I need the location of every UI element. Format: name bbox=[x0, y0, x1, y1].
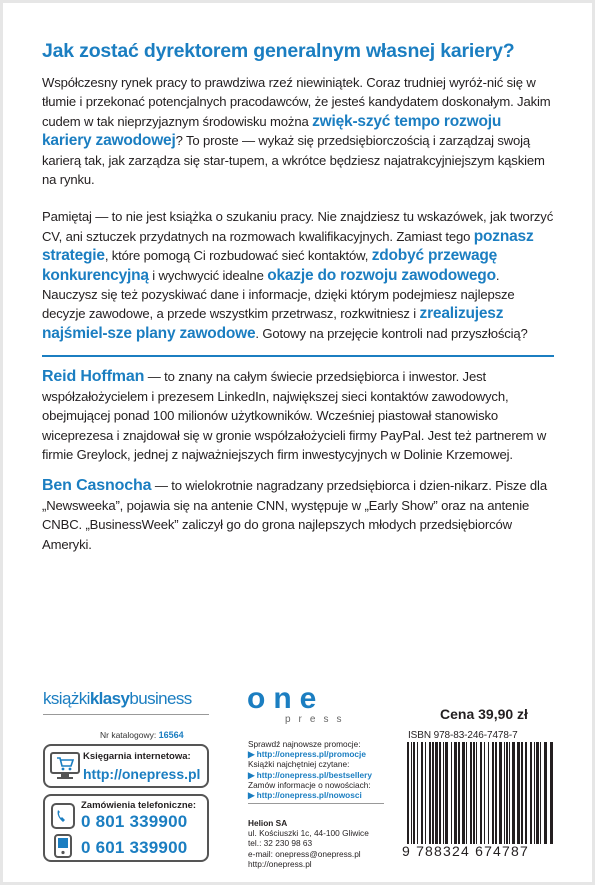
text-span: Pamiętaj — to nie jest książka o szukaniu pracy. Nie znajdziesz tu wskazówek, jak tworzyć CV, ani sztuczek przydatnych na rozmowach kwalifikacyjnych. Zamiast tego bbox=[42, 209, 554, 244]
text-span: . Nauczysz się też pozyskiwać dane i informacje, dzięki którym podejmiesz najlepsze decyzje zawodowe, a przede wszystkim przetrwasz, rozkwitniesz i bbox=[42, 267, 515, 322]
catalog-label: Nr katalogowy: bbox=[100, 730, 157, 740]
barcode-bar bbox=[492, 742, 494, 844]
bestsellers-link[interactable]: ▶ http://onepress.pl/bestsellery bbox=[248, 769, 372, 780]
highlight-text: zdobyć przewagę konkurencyjną bbox=[42, 247, 498, 284]
barcode-bar bbox=[462, 742, 465, 844]
barcode bbox=[403, 742, 557, 844]
phone-icon bbox=[51, 803, 75, 829]
orders-label: Zamówienia telefoniczne: bbox=[81, 800, 197, 811]
phone-orders-box bbox=[43, 794, 209, 862]
barcode-bar bbox=[506, 742, 508, 844]
isbn: ISBN 978-83-246-7478-7 bbox=[408, 730, 518, 741]
publisher-phone: tel.: 32 230 98 63 bbox=[248, 838, 313, 849]
text-span: Współczesny rynek pracy to prawdziwa rzeź niewiniątek. Coraz trudniej wyróż-nić się w tłumie i przekonać potencjalnych pracodawców, że jesteś kandydatem doskonałym. Jakim cudem w tak nieprzyjaznym środowisku można bbox=[42, 75, 551, 129]
bio-text: — to wielokrotnie nagradzany przedsiębiorca i dzien-nikarz. Pisze dla „Newsweeka”, pojawia się na antenie CNN, występuje w „Early Show” oraz na antenie CNBC. „BusinessWeek” zaliczył go do grona najlepszych młodych przedsiębiorców Ameryki. bbox=[42, 478, 547, 552]
barcode-bar bbox=[504, 742, 505, 844]
barcode-bar bbox=[550, 742, 553, 844]
bio-text: — to znany na całym świecie przedsiębiorca i inwestor. Jest współzałożycielem i prezesem LinkedIn, największej sieci kontaktów zawodowych, obejmującej ponad 100 milionów użytkowników. Wcześniej piastował stanowisko wiceprezesa i znajdował się w gronie współzałożycieli firmy PayPal. Jest też partnerem w firmie Greylock, jednej z najważniejszych firm inwestycyjnych w Dolinie Krzemowej. bbox=[42, 369, 547, 462]
info-label: Sprawdź najnowsze promocje: bbox=[248, 739, 361, 749]
barcode-bar bbox=[466, 742, 467, 844]
series-part: business bbox=[129, 689, 192, 708]
page-title: Jak zostać dyrektorem generalnym własnej kariery? bbox=[42, 40, 515, 62]
series-part: książki bbox=[43, 689, 90, 708]
text-span: , które pomogą Ci rozbudować sieć kontaktów, bbox=[104, 248, 372, 264]
cart-screen-icon bbox=[50, 751, 80, 781]
barcode-bar bbox=[499, 742, 502, 844]
series-logo bbox=[43, 689, 192, 709]
bookstore-link[interactable]: http://onepress.pl bbox=[83, 766, 201, 782]
promo-info bbox=[248, 739, 384, 807]
publisher-email[interactable]: e-mail: onepress@onepress.pl bbox=[248, 848, 361, 859]
phone-number-landline[interactable]: 0 801 339900 bbox=[81, 812, 188, 831]
highlight-text: okazje do rozwoju zawodowego bbox=[267, 266, 496, 284]
barcode-bar bbox=[536, 742, 539, 844]
paragraph-intro bbox=[42, 73, 554, 189]
section-divider bbox=[42, 355, 554, 357]
series-divider bbox=[43, 714, 209, 715]
barcode-bar bbox=[476, 742, 477, 844]
barcode-bar bbox=[411, 742, 412, 844]
paragraph-book bbox=[42, 207, 554, 343]
mobile-phone-icon bbox=[54, 834, 72, 858]
barcode-bar bbox=[525, 742, 527, 844]
barcode-bar bbox=[451, 742, 452, 844]
info-label: Zamów informacje o nowościach: bbox=[248, 779, 371, 790]
bookstore-box bbox=[43, 744, 209, 788]
publisher-website[interactable]: http://onepress.pl bbox=[248, 858, 312, 869]
barcode-bar bbox=[421, 742, 423, 844]
promo-link[interactable]: ▶ http://onepress.pl/promocje bbox=[248, 749, 366, 760]
barcode-bar bbox=[470, 742, 472, 844]
barcode-bar bbox=[544, 742, 547, 844]
barcode-bar bbox=[417, 742, 418, 844]
publisher-street: ul. Kościuszki 1c, 44-100 Gliwice bbox=[248, 828, 369, 839]
highlight-text: zrealizujesz najśmiel-sze plany zawodowe bbox=[42, 305, 504, 342]
publisher-name: Helion SA bbox=[248, 818, 288, 828]
main-content bbox=[42, 40, 554, 554]
barcode-bar bbox=[473, 742, 475, 844]
barcode-bar bbox=[484, 742, 485, 844]
author-name: Ben Casnocha bbox=[42, 477, 152, 495]
barcode-bar bbox=[443, 742, 444, 844]
catalog-number bbox=[100, 730, 184, 740]
text-span: i wychwycić idealne bbox=[148, 267, 268, 283]
barcode-bar bbox=[517, 742, 520, 844]
barcode-bar bbox=[509, 742, 510, 844]
barcode-bar bbox=[445, 742, 448, 844]
price: Cena 39,90 zł bbox=[440, 706, 528, 722]
barcode-bar bbox=[429, 742, 431, 844]
bookstore-label: Księgarnia internetowa: bbox=[83, 751, 191, 762]
barcode-bar bbox=[407, 742, 409, 844]
barcode-bar bbox=[425, 742, 426, 844]
logo-subword: press bbox=[285, 714, 350, 725]
barcode-bar bbox=[521, 742, 523, 844]
barcode-bar bbox=[439, 742, 441, 844]
series-part: klasy bbox=[89, 689, 130, 708]
barcode-bar bbox=[458, 742, 460, 844]
barcode-bar bbox=[530, 742, 532, 844]
barcode-bar bbox=[534, 742, 535, 844]
barcode-digits: 9 788324 674787 bbox=[402, 843, 529, 859]
highlight-text: zwięk-szyć tempo rozwoju kariery zawodowej bbox=[42, 112, 502, 150]
highlight-text: poznasz strategie bbox=[42, 227, 534, 265]
barcode-bar bbox=[495, 742, 497, 844]
phone-number-mobile[interactable]: 0 601 339900 bbox=[81, 838, 188, 857]
catalog-value: 16564 bbox=[158, 730, 184, 740]
author-bio-hoffman bbox=[42, 367, 554, 464]
barcode-bar bbox=[512, 742, 515, 844]
barcode-bar bbox=[480, 742, 482, 844]
news-link[interactable]: ▶ http://onepress.pl/nowosci bbox=[248, 790, 362, 801]
barcode-bar bbox=[488, 742, 489, 844]
text-span: . Gotowy na przejęcie kontroli nad przyszłością? bbox=[255, 325, 528, 341]
onepress-logo bbox=[247, 684, 324, 714]
barcode-bar bbox=[432, 742, 434, 844]
author-name: Reid Hoffman bbox=[42, 368, 145, 386]
barcode-bar bbox=[540, 742, 541, 844]
publisher-address bbox=[248, 818, 369, 869]
barcode-bar bbox=[413, 742, 415, 844]
logo-word: one bbox=[247, 682, 325, 715]
info-divider bbox=[248, 803, 384, 804]
barcode-bar bbox=[435, 742, 438, 844]
author-bio-casnocha bbox=[42, 476, 554, 554]
barcode-bar bbox=[454, 742, 457, 844]
info-label: Książki najchętniej czytane: bbox=[248, 759, 350, 770]
text-span: ? To proste — wykaż się przedsiębiorczością i zarządzaj swoją karierą tak, jak zarządza się star-tupem, a wkrótce będziesz najatrakcyjniejszym kąskiem na rynku. bbox=[42, 133, 545, 188]
